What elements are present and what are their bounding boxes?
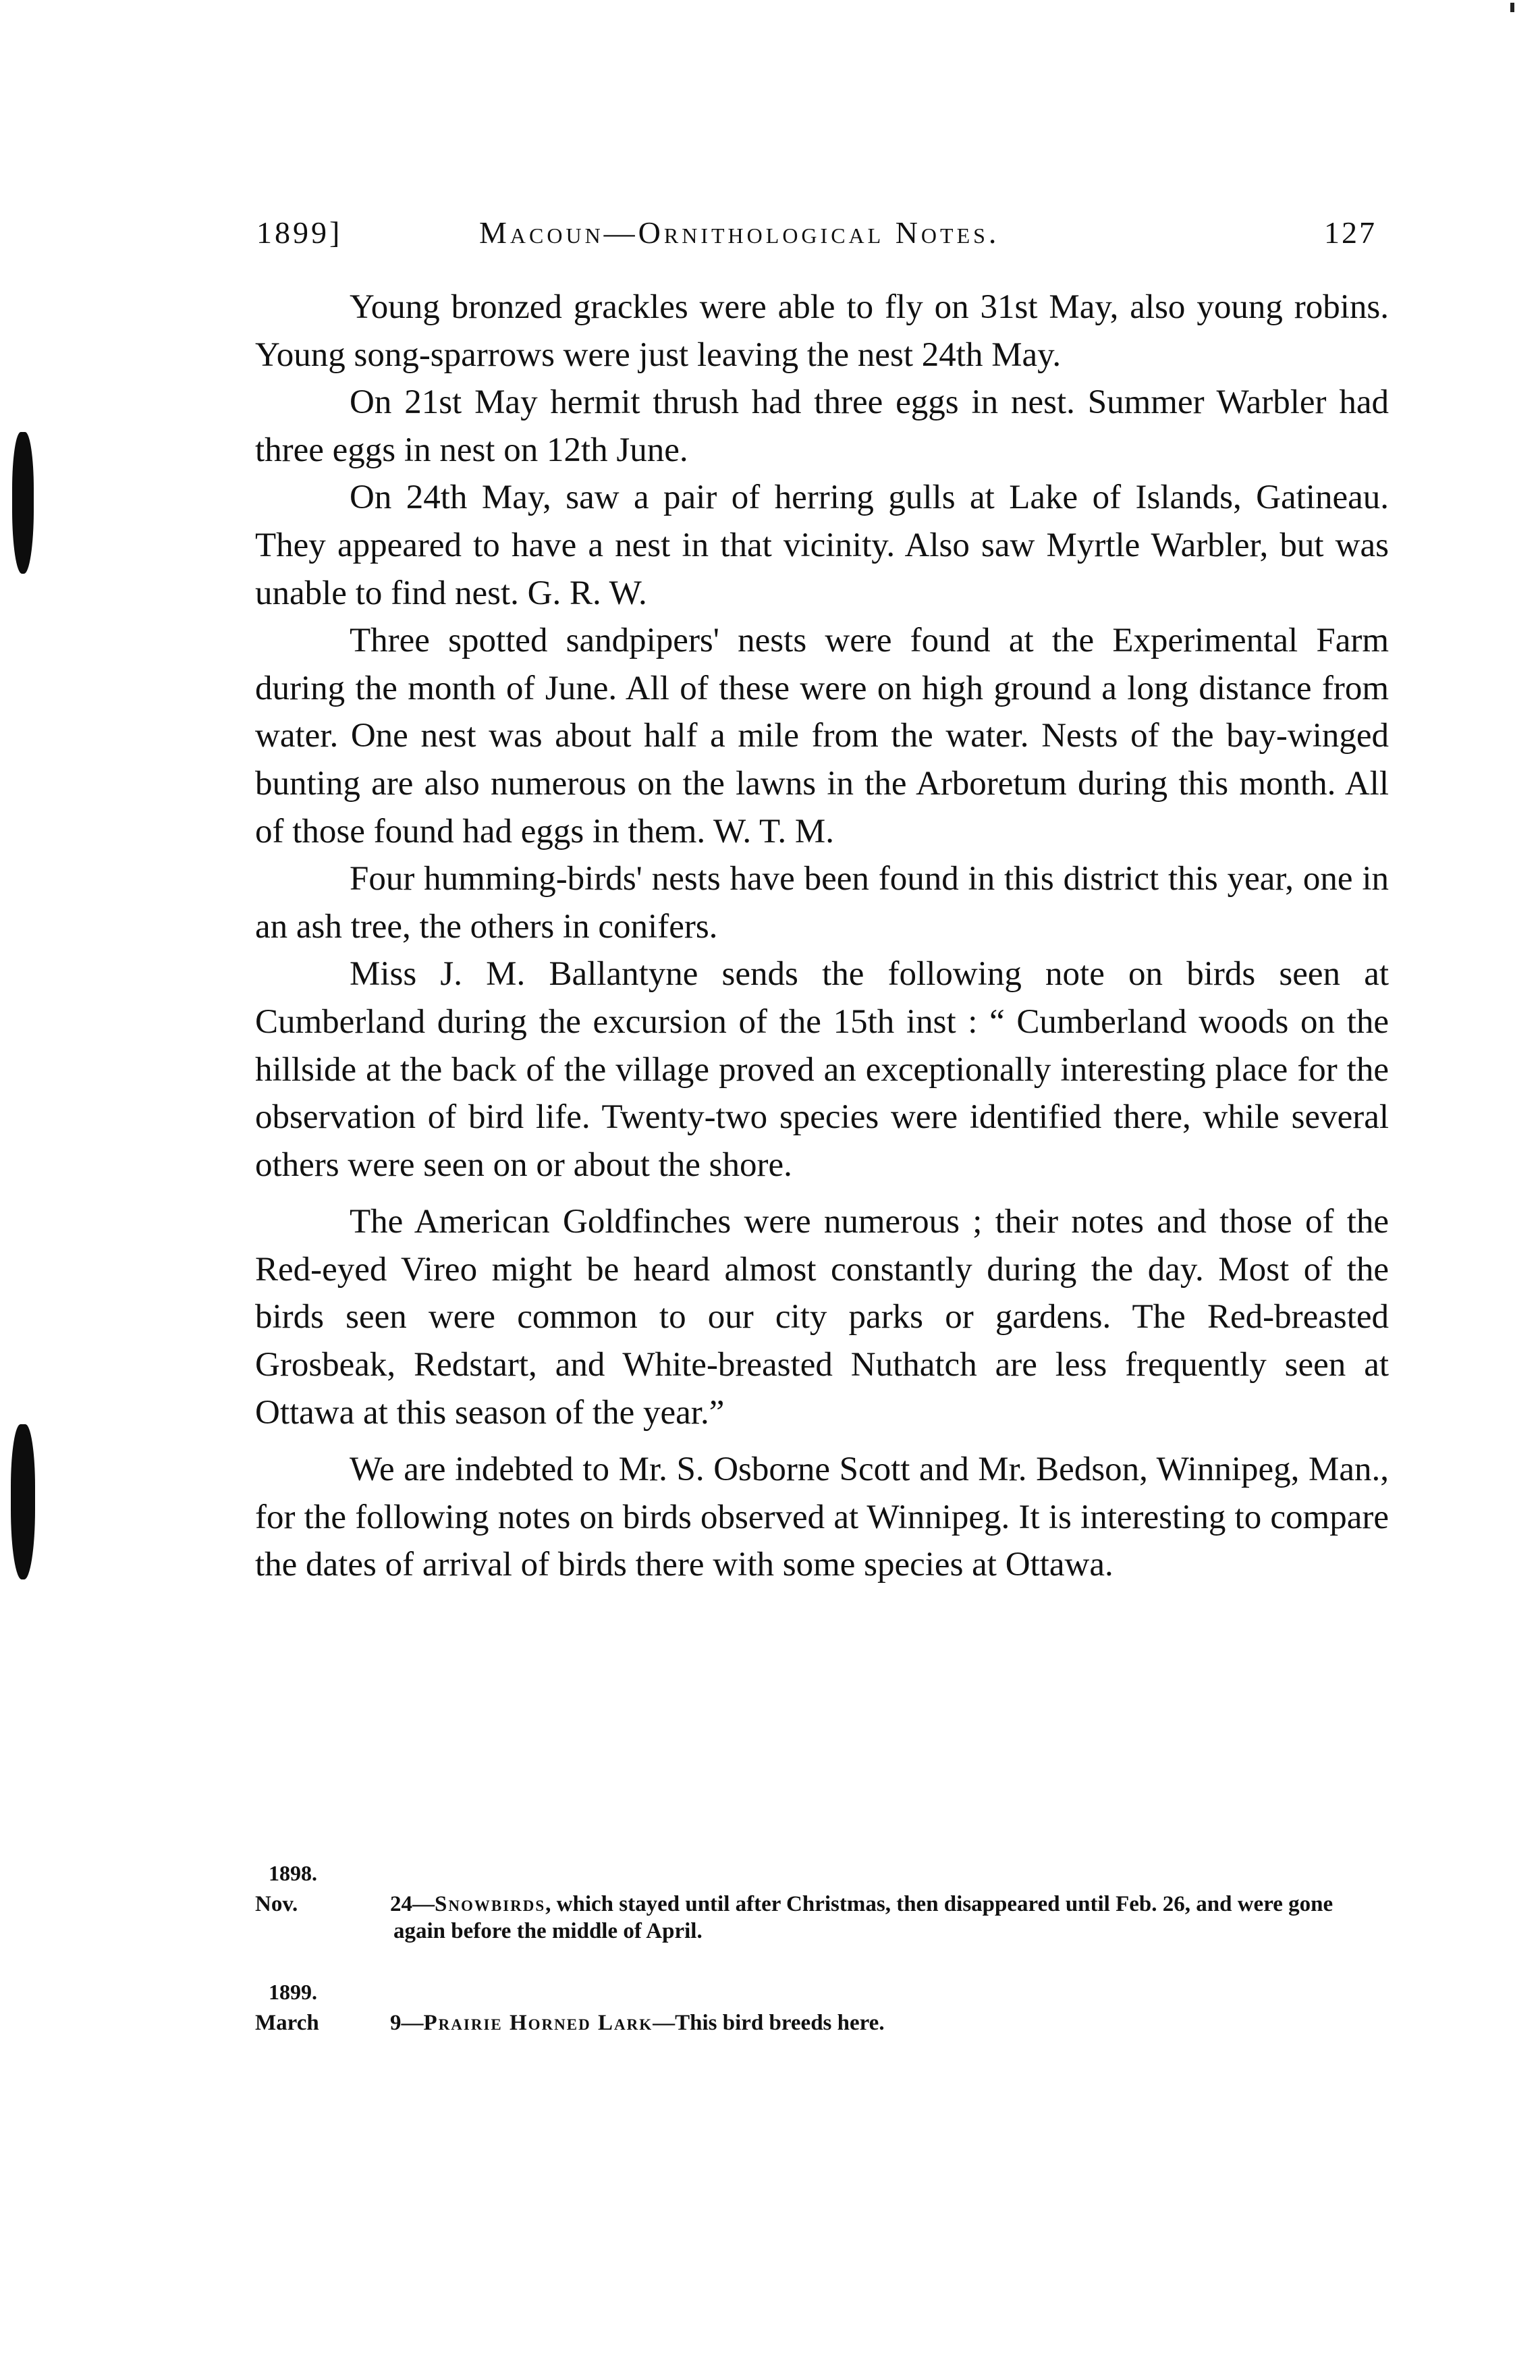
- paragraph-sandpipers: Three spotted sandpipers' nests were found at the Experimental Farm during the month of June. All of these were on high ground a long distance from water. One nest was about half a mile from the water. Nests of the bay-winged bunting are also numerous on the lawns in the Arboretum during this month. All of those found had eggs in them. W. T. M.: [255, 622, 1389, 850]
- running-header: [256, 215, 1377, 269]
- log-entry-prairie-horned-lark: March 9—Prairie Horned Lark—This bird breeds here.: [255, 2011, 885, 2035]
- paragraph-hermit-thrush: On 21st May hermit thrush had three eggs in nest. Summer Warbler had three eggs in nest on 12th June.: [255, 383, 1389, 469]
- log-year-1899: 1899.: [269, 1980, 317, 2004]
- paragraph-winnipeg: We are indebted to Mr. S. Osborne Scott and Mr. Bedson, Winnipeg, Man., for the following notes on birds observed at Winnipeg. It is interesting to compare the dates of arrival of birds there with some species at Ottawa.: [255, 1451, 1389, 1584]
- log-entry-text: This bird breeds here.: [675, 2011, 885, 2035]
- log-year-1898: 1898.: [269, 1861, 317, 1885]
- paragraph-goldfinches: The American Goldfinches were numerous ; their notes and those of the Red-eyed Vireo might be heard almost constantly during the day. Most of the birds seen were common to our city parks or gardens. The Red-breasted Grosbeak, Redstart, and White-breasted Nuthatch are less frequently seen at Ottawa at this season of the year.”: [255, 1203, 1389, 1432]
- log-entry-bird: Snowbirds: [435, 1892, 546, 1916]
- article-body: [255, 283, 1389, 1589]
- paragraph-cumberland: Miss J. M. Ballantyne sends the following note on birds seen at Cumberland during the excursion of the 15th inst : “ Cumberland woods on the hillside at the back of the village proved an exceptionally interesting place for the observation of bird life. Twenty-two species were identified there, while several others were seen on or about the shore.: [255, 955, 1389, 1184]
- margin-ink-mark-upper: [12, 432, 34, 574]
- log-entry-day: 9: [390, 2011, 402, 2035]
- log-entry-bird: Prairie Horned Lark: [423, 2011, 653, 2035]
- log-entry-day: 24: [390, 1892, 412, 1916]
- margin-ink-mark-lower: [11, 1424, 35, 1579]
- log-entry-snowbirds: Nov. 24—Snowbirds, which stayed until after Christmas, then disappeared until Feb. 26, and were gone again before the middle of April.: [255, 1892, 1333, 1943]
- header-date: 1899]: [256, 215, 343, 250]
- log-entry-month: Nov.: [255, 1892, 298, 1916]
- paragraph-herring-gulls: On 24th May, saw a pair of herring gulls at Lake of Islands, Gatineau. They appeared to have a nest in that vicinity. Also saw Myrtle Warbler, but was unable to find nest. G. R. W.: [255, 479, 1389, 612]
- log-entry-text: , which stayed until after Christmas, then disappeared until Feb. 26, and were gone again before the middle of April.: [393, 1892, 1333, 1943]
- page-number: 127: [1324, 215, 1377, 250]
- arrival-log: [255, 1860, 1389, 2036]
- log-entry-month: March: [255, 2011, 319, 2035]
- paragraph-grackles: Young bronzed grackles were able to fly on 31st May, also young robins. Young song-sparrows were just leaving the nest 24th May.: [255, 288, 1389, 374]
- header-title: Macoun—Ornithological Notes.: [479, 215, 1000, 250]
- corner-speck: [1510, 3, 1514, 12]
- paragraph-humming-birds: Four humming-birds' nests have been found in this district this year, one in an ash tree, the others in conifers.: [255, 860, 1389, 946]
